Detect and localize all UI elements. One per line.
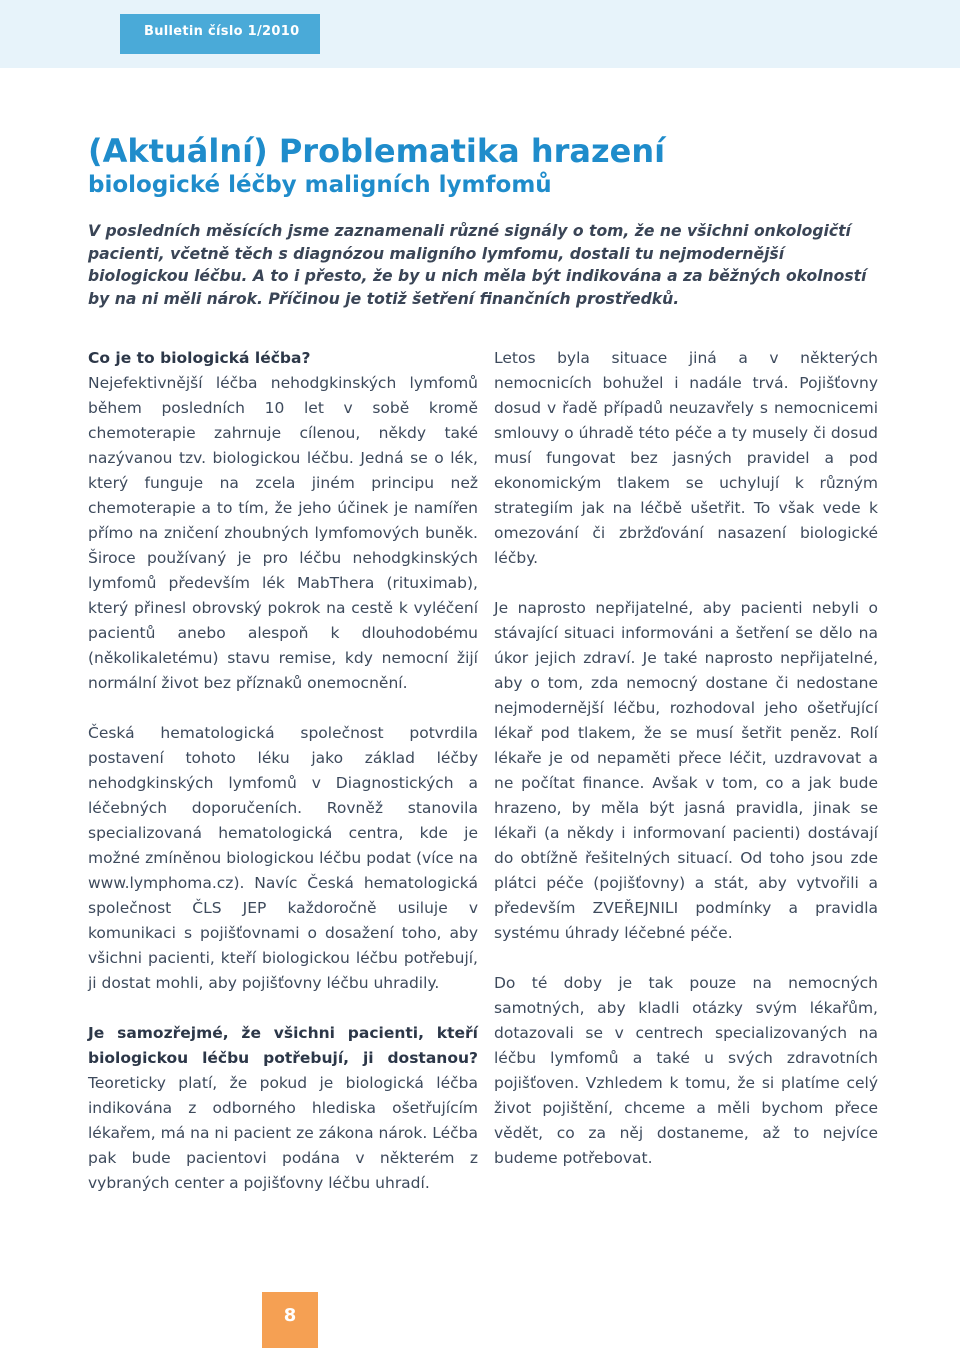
left-paragraph-1-body: Nejefektivnější léčba nehodgkinských lymfomů během posledních 10 let v sobě kromě chemoterapie zahrnuje cílenou, někdy také nazývanou tzv. biologickou léčbu. Jedná se o lék, který funguje na zcela jiném principu než chemoterapie a to tím, že jeho účinek je namířen přímo na zničení zhoubných lymfomových buněk. Široce používaný je pro léčbu nehodgkinských lymfomů především lék MabThera (rituximab), který přinesl obrovský pokrok na cestě k vyléčení pacientů anebo alespoň k dlouhodobému (několikaletému) stavu remise, kdy nemocní žijí normální život bez příznaků onemocnění.: [88, 374, 478, 692]
right-paragraph-3: Do té doby je tak pouze na nemocných samotných, aby kladli otázky svým lékařům, dotazovali se v centrech specializovaných na léčbu lymfomů a také u svých zdravotních pojišťoven. Vzhledem k tomu, že si platíme celý život pojištění, chceme a měli bychom přece vědět, co za něj dostaneme, až to nejvíce budeme potřebovat.: [494, 974, 878, 1167]
right-column: [494, 346, 878, 1196]
article-title-line2: biologické léčby maligních lymfomů: [88, 172, 552, 198]
right-paragraph-1: Letos byla situace jiná a v některých nemocnicích bohužel i nadále trvá. Pojišťovny dosud v řadě případů neuzavřely s nemocnicemi smlouvy o úhradě této péče a ty musely či dosud musí fungovat bez jasných pravidel a pod ekonomickým tlakem se uchylují k různým strategiím jak na léčbě ušetřit. To však vede k omezování či zbržďování nasazení biologické léčby.: [494, 349, 878, 567]
left-paragraph-3-body: Teoreticky platí, že pokud je biologická léčba indikována z odborného hlediska ošetřujícím lékařem, má na ni pacient ze zákona nárok. Léčba pak bude pacientovi podána v některém z vybraných center a pojišťovny léčbu uhradí.: [88, 1074, 478, 1192]
left-column: [88, 346, 478, 1221]
left-paragraph-2: Česká hematologická společnost potvrdila postavení tohoto léku jako základ léčby nehodgkinských lymfomů v Diagnostických a léčebných doporučeních. Rovněž stanovila specializovaná hematologická centra, kde je možné zmíněnou biologickou léčbu podat (více na www.lymphoma.cz). Navíc Česká hematologická společnost ČLS JEP každoročně usiluje v komunikaci s pojišťovnami o dosažení toho, aby všichni pacienti, kteří biologickou léčbu potřebují, ji dostat mohli, aby pojišťovny léčbu uhradily.: [88, 724, 478, 992]
right-paragraph-2: Je naprosto nepřijatelné, aby pacienti nebyli o stávající situaci informováni a šetření se dělo na úkor jejich zdraví. Je také naprosto nepřijatelné, aby o tom, zda nemocný dostane či nedostane nejmodernější léčbu, rozhodoval jeho ošetřující lékař pod tlakem, že se musí šetřit peněz. Rolí lékaře je od nepaměti přece léčit, uzdravovat a ne počítat finance. Avšak v tom, co a jak bude hrazeno, by měla být jasná pravidla, jinak se lékaři (a někdy i informovaní pacienti) dostávají do obtížně řešitelných situací. Od toho jsou zde plátci péče (pojišťovny) a stát, aby vytvořili a především ZVEŘEJNILI podmínky a pravidla systému úhrady léčebné péče.: [494, 599, 878, 942]
bulletin-label: Bulletin číslo 1/2010: [144, 24, 300, 39]
section-heading-all-patients: Je samozřejmé, že všichni pacienti, kteří biologickou léčbu potřebují, ji dostanou?: [88, 1024, 478, 1067]
article-intro: V posledních měsících jsme zaznamenali různé signály o tom, že ne všichni onkologičtí pacienti, včetně těch s diagnózou maligního lymfomu, dostali tu nejmodernější biologickou léčbu. A to i přesto, že by u nich měla být indikována a za běžných okolností by na ni měli nárok. Příčinou je totiž šetření finančních prostředků.: [88, 222, 867, 308]
section-heading-biological-treatment: Co je to biologická léčba?: [88, 349, 311, 367]
left-paragraph-1: [88, 346, 478, 696]
article-title-line1: (Aktuální) Problematika hrazení: [88, 132, 666, 170]
left-paragraph-3: [88, 1021, 478, 1196]
page-number: 8: [283, 1305, 297, 1326]
